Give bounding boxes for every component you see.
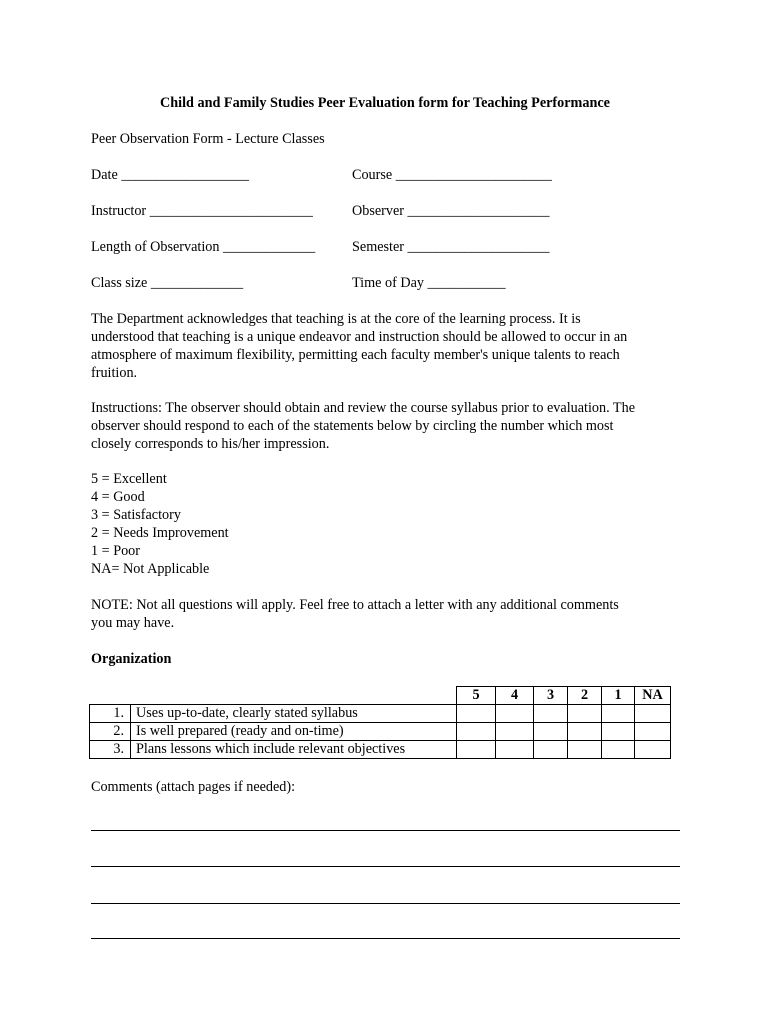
item-number: 3. (90, 741, 131, 759)
form-subtitle: Peer Observation Form - Lecture Classes (91, 131, 325, 147)
blank-cell (131, 687, 457, 705)
blank-cell (90, 687, 131, 705)
rating-cell-na[interactable] (635, 741, 671, 759)
score-header-1: 1 (602, 687, 635, 705)
class-size-field[interactable]: Class size _____________ (91, 275, 244, 291)
note-line: NOTE: Not all questions will apply. Feel free to attach a letter with any additional comments (91, 597, 619, 613)
table-row (90, 723, 671, 741)
length-of-observation-field[interactable]: Length of Observation _____________ (91, 239, 316, 255)
score-header-3: 3 (534, 687, 568, 705)
rating-cell-5[interactable] (457, 723, 496, 741)
instructions-line: observer should respond to each of the statements below by circling the number which most (91, 418, 614, 434)
intro-line: understood that teaching is a unique endeavor and instruction should be allowed to occur in an (91, 329, 628, 345)
scale-item: 1 = Poor (91, 543, 140, 559)
rating-cell-1[interactable] (602, 723, 635, 741)
time-of-day-field[interactable]: Time of Day ___________ (352, 275, 506, 291)
comment-line[interactable] (91, 830, 680, 831)
table-row (90, 741, 671, 759)
rating-cell-3[interactable] (534, 723, 568, 741)
item-description: Plans lessons which include relevant objectives (131, 741, 457, 759)
note-line: you may have. (91, 615, 175, 631)
item-number: 1. (90, 705, 131, 723)
rating-scale-legend (91, 470, 691, 578)
section-heading-organization: Organization (91, 651, 172, 667)
comment-line[interactable] (91, 866, 680, 867)
rating-cell-2[interactable] (568, 723, 602, 741)
date-field[interactable]: Date __________________ (91, 167, 250, 183)
scale-item: 4 = Good (91, 489, 145, 505)
score-header-4: 4 (496, 687, 534, 705)
scale-item: NA= Not Applicable (91, 561, 210, 577)
comments-label: Comments (attach pages if needed): (91, 779, 296, 795)
table-header-row (90, 687, 671, 705)
intro-paragraph (91, 310, 691, 382)
rating-cell-4[interactable] (496, 723, 534, 741)
comment-line[interactable] (91, 903, 680, 904)
rating-cell-na[interactable] (635, 723, 671, 741)
rating-cell-4[interactable] (496, 705, 534, 723)
intro-line: fruition. (91, 365, 138, 381)
rating-cell-2[interactable] (568, 705, 602, 723)
scale-item: 2 = Needs Improvement (91, 525, 229, 541)
item-description: Is well prepared (ready and on-time) (131, 723, 457, 741)
intro-line: The Department acknowledges that teaching is at the core of the learning process. It is (91, 311, 581, 327)
rating-cell-5[interactable] (457, 741, 496, 759)
semester-field[interactable]: Semester ____________________ (352, 239, 550, 255)
item-number: 2. (90, 723, 131, 741)
course-field[interactable]: Course ______________________ (352, 167, 552, 183)
table-row (90, 705, 671, 723)
scale-item: 5 = Excellent (91, 471, 167, 487)
organization-rating-table (89, 686, 671, 759)
rating-cell-3[interactable] (534, 741, 568, 759)
form-title: Child and Family Studies Peer Evaluation form for Teaching Performance (160, 95, 610, 111)
instructor-field[interactable]: Instructor _______________________ (91, 203, 313, 219)
rating-cell-2[interactable] (568, 741, 602, 759)
scale-item: 3 = Satisfactory (91, 507, 181, 523)
item-description: Uses up-to-date, clearly stated syllabus (131, 705, 457, 723)
rating-cell-3[interactable] (534, 705, 568, 723)
score-header-2: 2 (568, 687, 602, 705)
rating-cell-na[interactable] (635, 705, 671, 723)
instructions-line: Instructions: The observer should obtain and review the course syllabus prior to evaluation. The (91, 400, 635, 416)
intro-line: atmosphere of maximum flexibility, permitting each faculty member's unique talents to reach (91, 347, 620, 363)
rating-cell-1[interactable] (602, 741, 635, 759)
observer-field[interactable]: Observer ____________________ (352, 203, 550, 219)
comment-line[interactable] (91, 938, 680, 939)
score-header-na: NA (635, 687, 671, 705)
instructions-paragraph (91, 399, 691, 453)
score-header-5: 5 (457, 687, 496, 705)
note-paragraph (91, 596, 691, 632)
rating-cell-4[interactable] (496, 741, 534, 759)
instructions-line: closely corresponds to his/her impression. (91, 436, 330, 452)
rating-cell-1[interactable] (602, 705, 635, 723)
rating-cell-5[interactable] (457, 705, 496, 723)
